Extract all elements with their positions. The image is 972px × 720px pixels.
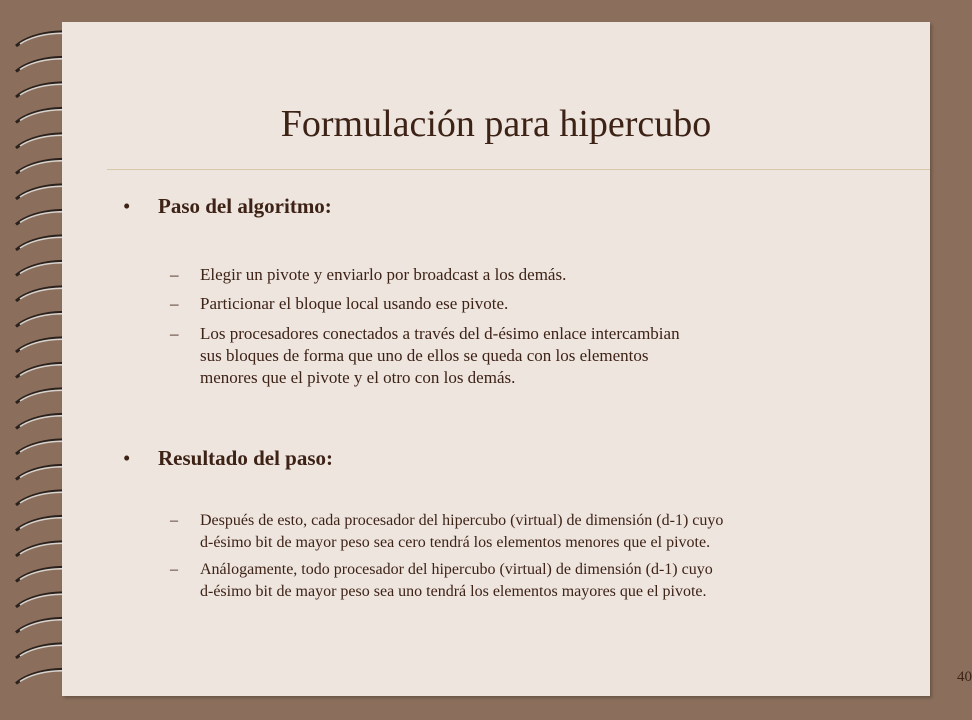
title-divider <box>107 169 930 170</box>
slide-page <box>62 22 972 696</box>
sub-item-4 <box>170 510 724 554</box>
sub-item-text: Elegir un pivote y enviarlo por broadcast a los demás. <box>200 265 567 284</box>
sub-item-text: sus bloques de forma que uno de ellos se queda con los elementos <box>200 346 649 365</box>
dash-marker: – <box>170 512 178 529</box>
sub-item-text: Particionar el bloque local usando ese pivote. <box>200 294 509 313</box>
sub-item-2 <box>170 293 509 315</box>
sub-item-text: Después de esto, cada procesador del hipercubo (virtual) de dimensión (d-1) cuyo <box>200 512 724 529</box>
dash-marker: – <box>170 324 179 343</box>
dash-marker: – <box>170 294 179 313</box>
dash-marker: – <box>170 561 178 578</box>
dash-marker: – <box>170 265 179 284</box>
sub-item-text: Análogamente, todo procesador del hipercubo (virtual) de dimensión (d-1) cuyo <box>200 561 713 578</box>
bullet-resultado-del-paso <box>123 446 334 471</box>
bullet-paso-del-algoritmo <box>123 194 332 219</box>
sub-item-5 <box>170 559 713 603</box>
sub-item-text: Los procesadores conectados a través del d-ésimo enlace intercambian <box>200 324 680 343</box>
bullet-dot: • <box>123 194 131 218</box>
sub-item-text: d-ésimo bit de mayor peso sea cero tendrá los elementos menores que el pivote. <box>200 534 711 551</box>
page-number: 40 <box>957 669 972 685</box>
bullet-label: Paso del algoritmo: <box>158 194 332 218</box>
sub-item-text: menores que el pivote y el otro con los demás. <box>200 368 516 387</box>
slide-title: Formulación para hipercubo <box>280 103 712 145</box>
sub-item-text: d-ésimo bit de mayor peso sea uno tendrá los elementos mayores que el pivote. <box>200 583 707 600</box>
bullet-dot: • <box>123 446 131 470</box>
bullet-label: Resultado del paso: <box>158 446 334 470</box>
sub-item-1 <box>170 264 567 286</box>
sub-item-3 <box>170 323 680 389</box>
